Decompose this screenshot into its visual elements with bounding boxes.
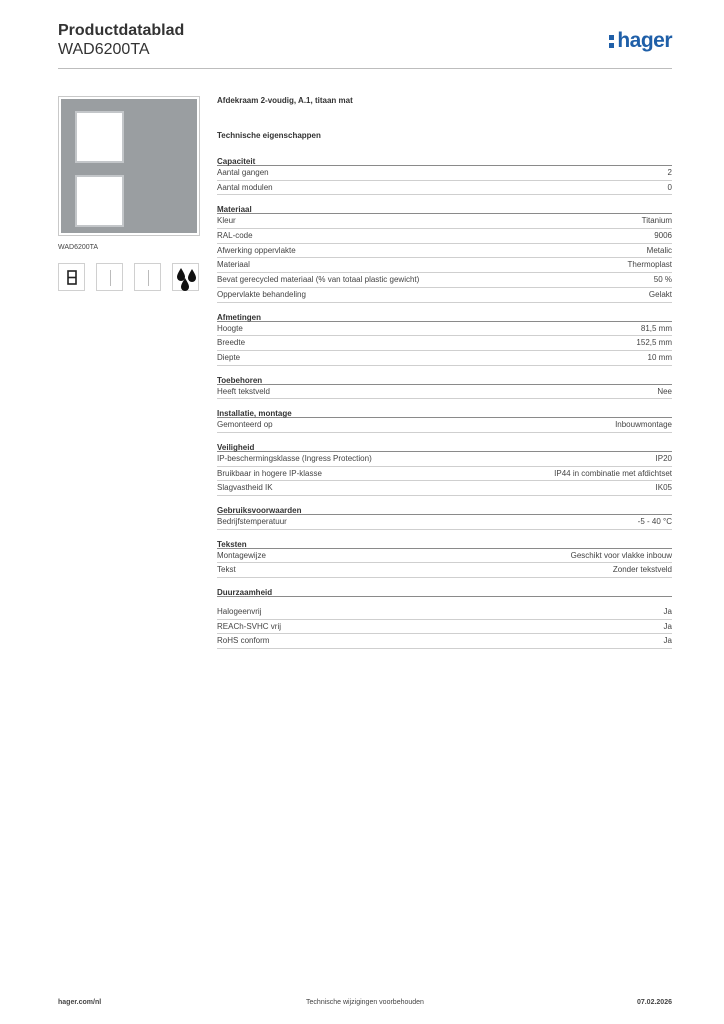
product-image bbox=[58, 96, 200, 236]
property-label: Materiaal bbox=[217, 260, 250, 270]
property-row bbox=[217, 418, 672, 433]
property-label: Hoogte bbox=[217, 323, 243, 333]
property-group bbox=[217, 440, 672, 496]
group-title: Installatie, montage bbox=[217, 406, 672, 418]
property-label: RoHS conform bbox=[217, 636, 270, 646]
footer-website: hager.com/nl bbox=[58, 999, 102, 1006]
property-row bbox=[217, 336, 672, 351]
group-title: Capaciteit bbox=[217, 154, 672, 166]
property-row bbox=[217, 563, 672, 578]
property-group bbox=[217, 585, 672, 649]
property-value: Ja bbox=[663, 607, 672, 617]
property-label: REACh-SVHC vrij bbox=[217, 621, 282, 631]
property-value: Geschikt voor vlakke inbouw bbox=[570, 550, 672, 560]
property-row bbox=[217, 288, 672, 303]
water-drops-icon bbox=[172, 263, 199, 291]
property-row bbox=[217, 467, 672, 482]
section-heading: Technische eigenschappen bbox=[217, 131, 321, 140]
property-row bbox=[217, 620, 672, 635]
property-group bbox=[217, 373, 672, 400]
property-label: IP-beschermingsklasse (Ingress Protection) bbox=[217, 453, 372, 463]
property-value: Zonder tekstveld bbox=[612, 565, 672, 575]
frame-opening-bottom bbox=[75, 175, 124, 227]
group-title: Afmetingen bbox=[217, 310, 672, 322]
property-label: Aantal modulen bbox=[217, 182, 273, 192]
document-title: Productdatablad bbox=[58, 22, 185, 39]
property-label: RAL-code bbox=[217, 231, 253, 241]
image-caption: WAD6200TA bbox=[58, 244, 99, 251]
property-group bbox=[217, 503, 672, 530]
property-value: Ja bbox=[663, 621, 672, 631]
property-row bbox=[217, 244, 672, 259]
property-row bbox=[217, 181, 672, 196]
property-label: Breedte bbox=[217, 338, 246, 348]
property-group bbox=[217, 537, 672, 578]
single-line-icon bbox=[96, 263, 123, 291]
property-value: IP44 in combinatie met afdichtset bbox=[554, 468, 672, 478]
property-value: 50 % bbox=[653, 275, 672, 285]
property-row bbox=[217, 229, 672, 244]
footer-notice: Technische wijzigingen voorbehouden bbox=[306, 999, 424, 1006]
property-row bbox=[217, 605, 672, 620]
property-value: Metalic bbox=[646, 245, 672, 255]
property-row bbox=[217, 258, 672, 273]
property-row bbox=[217, 322, 672, 337]
property-label: Bedrijfstemperatuur bbox=[217, 517, 287, 526]
page-header bbox=[58, 22, 672, 59]
frame-opening-top bbox=[75, 111, 124, 163]
group-title: Duurzaamheid bbox=[217, 585, 672, 597]
header-divider bbox=[58, 68, 672, 69]
property-row bbox=[217, 634, 672, 649]
property-value: Thermoplast bbox=[627, 260, 672, 270]
property-label: Gemonteerd op bbox=[217, 420, 273, 430]
property-value: 0 bbox=[667, 182, 672, 192]
property-row bbox=[217, 351, 672, 366]
property-label: Slagvastheid IK bbox=[217, 483, 273, 493]
property-label: Heeft tekstveld bbox=[217, 386, 270, 396]
group-title: Materiaal bbox=[217, 202, 672, 214]
thin-line-icon bbox=[134, 263, 161, 291]
property-label: Afwerking oppervlakte bbox=[217, 245, 296, 255]
property-label: Diepte bbox=[217, 352, 241, 362]
property-row bbox=[217, 273, 672, 288]
hager-logo bbox=[609, 30, 672, 52]
group-spacer bbox=[217, 597, 672, 605]
property-value: 10 mm bbox=[647, 352, 672, 362]
group-title: Veiligheid bbox=[217, 440, 672, 452]
property-group bbox=[217, 310, 672, 366]
property-row bbox=[217, 549, 672, 564]
specifications-panel bbox=[217, 96, 672, 649]
property-value: Nee bbox=[657, 386, 672, 396]
property-label: Tekst bbox=[217, 565, 236, 575]
property-row bbox=[217, 515, 672, 530]
property-value: 2 bbox=[667, 168, 672, 177]
property-value: Ja bbox=[663, 636, 672, 646]
property-label: Oppervlakte behandeling bbox=[217, 289, 306, 299]
property-label: Aantal gangen bbox=[217, 168, 269, 177]
product-title: Afdekraam 2-voudig, A.1, titaan mat bbox=[217, 96, 353, 105]
property-label: Montagewijze bbox=[217, 550, 266, 560]
property-group bbox=[217, 202, 672, 302]
property-group bbox=[217, 154, 672, 195]
property-row bbox=[217, 166, 672, 181]
property-row bbox=[217, 452, 672, 467]
property-value: 152,5 mm bbox=[636, 338, 672, 348]
cover-frame-graphic bbox=[61, 99, 197, 233]
seven-segment-display-icon bbox=[58, 263, 85, 291]
property-label: Halogeenvrij bbox=[217, 607, 262, 617]
property-value: Titanium bbox=[641, 216, 672, 226]
property-row bbox=[217, 214, 672, 229]
group-title: Gebruiksvoorwaarden bbox=[217, 503, 672, 515]
footer-date: 07.02.2026 bbox=[636, 999, 672, 1006]
group-title: Teksten bbox=[217, 537, 672, 549]
property-label: Bevat gerecycled materiaal (% van totaal plastic gewicht) bbox=[217, 275, 420, 285]
property-value: -5 - 40 °C bbox=[637, 517, 672, 526]
property-value: Inbouwmontage bbox=[615, 420, 672, 430]
property-row bbox=[217, 481, 672, 496]
property-value: Gelakt bbox=[648, 289, 672, 299]
property-value: 81,5 mm bbox=[640, 323, 672, 333]
property-row bbox=[217, 385, 672, 400]
logo-text: hager bbox=[617, 29, 672, 52]
property-value: 9006 bbox=[654, 231, 672, 241]
property-group bbox=[217, 406, 672, 433]
property-groups bbox=[217, 154, 672, 649]
property-value: IK05 bbox=[655, 483, 672, 493]
product-code: WAD6200TA bbox=[58, 41, 150, 58]
logo-dots-icon bbox=[609, 32, 615, 48]
group-title: Toebehoren bbox=[217, 373, 672, 385]
property-label: Kleur bbox=[217, 216, 236, 226]
property-value: IP20 bbox=[655, 453, 672, 463]
property-label: Bruikbaar in hogere IP-klasse bbox=[217, 468, 322, 478]
